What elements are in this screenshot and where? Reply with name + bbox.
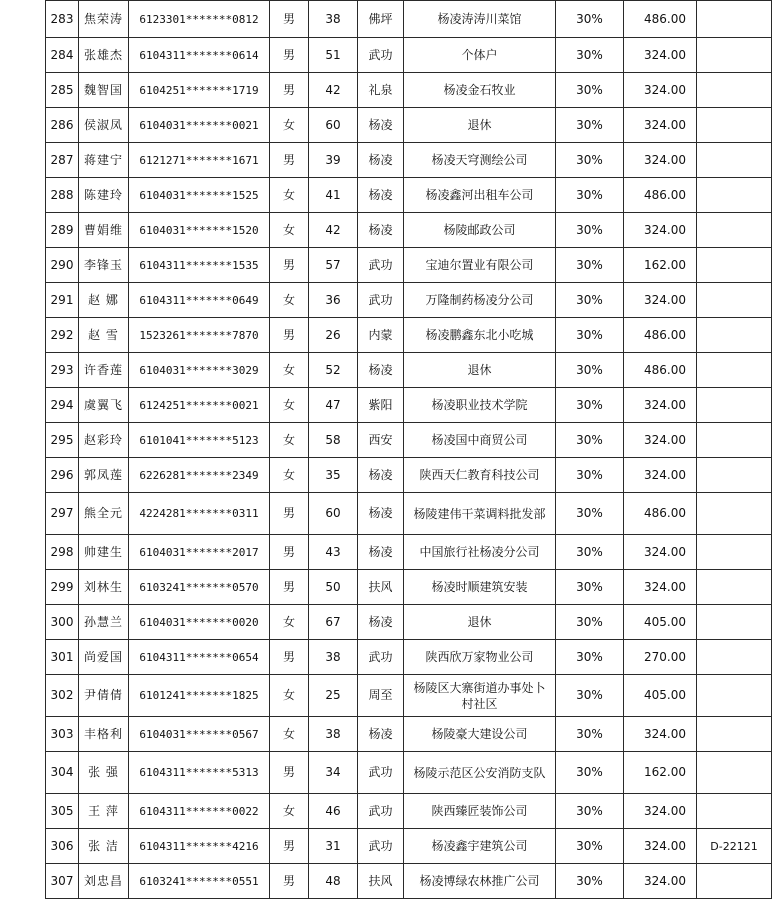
table-row — [46, 318, 772, 353]
note-cell — [697, 248, 772, 283]
table-row — [46, 493, 772, 535]
rate-cell: 30% — [556, 605, 624, 640]
note-cell — [697, 143, 772, 178]
origin-cell: 杨凌 — [358, 108, 404, 143]
age-cell: 26 — [309, 318, 358, 353]
origin-cell: 内蒙 — [358, 318, 404, 353]
age-cell: 34 — [309, 752, 358, 794]
origin-cell: 武功 — [358, 640, 404, 675]
amount-cell: 324.00 — [624, 794, 697, 829]
row-number-cell: 300 — [46, 605, 79, 640]
note-cell — [697, 1, 772, 38]
amount-cell: 486.00 — [624, 178, 697, 213]
note-cell — [697, 423, 772, 458]
rate-cell: 30% — [556, 283, 624, 318]
work-unit-cell: 杨陵示范区公安消防支队 — [404, 752, 556, 794]
table-row — [46, 388, 772, 423]
gender-cell: 男 — [270, 752, 309, 794]
row-number-cell: 305 — [46, 794, 79, 829]
roster-table — [45, 0, 772, 899]
gender-cell: 男 — [270, 143, 309, 178]
gender-cell: 女 — [270, 213, 309, 248]
amount-cell: 486.00 — [624, 353, 697, 388]
name-cell: 尚爱国 — [79, 640, 129, 675]
age-cell: 38 — [309, 717, 358, 752]
age-cell: 42 — [309, 73, 358, 108]
age-cell: 25 — [309, 675, 358, 717]
table-row — [46, 213, 772, 248]
age-cell: 48 — [309, 864, 358, 899]
id-number-cell: 6104031*******1520 — [129, 213, 270, 248]
id-number-cell: 6104311*******0649 — [129, 283, 270, 318]
name-cell: 赵彩玲 — [79, 423, 129, 458]
gender-cell: 男 — [270, 570, 309, 605]
work-unit-cell: 杨凌涛涛川菜馆 — [404, 1, 556, 38]
rate-cell: 30% — [556, 864, 624, 899]
work-unit-cell: 杨凌鹏鑫东北小吃城 — [404, 318, 556, 353]
amount-cell: 324.00 — [624, 38, 697, 73]
origin-cell: 武功 — [358, 38, 404, 73]
name-cell: 丰格利 — [79, 717, 129, 752]
note-cell — [697, 794, 772, 829]
origin-cell: 杨凌 — [358, 717, 404, 752]
rate-cell: 30% — [556, 535, 624, 570]
amount-cell: 324.00 — [624, 717, 697, 752]
note-cell — [697, 675, 772, 717]
age-cell: 67 — [309, 605, 358, 640]
table-row — [46, 248, 772, 283]
table-row — [46, 353, 772, 388]
table-row — [46, 794, 772, 829]
gender-cell: 女 — [270, 794, 309, 829]
rate-cell: 30% — [556, 423, 624, 458]
name-cell: 郭凤莲 — [79, 458, 129, 493]
origin-cell: 杨凌 — [358, 535, 404, 570]
age-cell: 52 — [309, 353, 358, 388]
name-cell: 虞翼飞 — [79, 388, 129, 423]
work-unit-cell: 退休 — [404, 108, 556, 143]
note-cell — [697, 388, 772, 423]
name-cell: 赵 娜 — [79, 283, 129, 318]
name-cell: 魏智国 — [79, 73, 129, 108]
rate-cell: 30% — [556, 458, 624, 493]
work-unit-cell: 中国旅行社杨凌分公司 — [404, 535, 556, 570]
id-number-cell: 4224281*******0311 — [129, 493, 270, 535]
origin-cell: 杨凌 — [358, 178, 404, 213]
gender-cell: 男 — [270, 38, 309, 73]
origin-cell: 武功 — [358, 283, 404, 318]
age-cell: 57 — [309, 248, 358, 283]
table-row — [46, 864, 772, 899]
rate-cell: 30% — [556, 752, 624, 794]
amount-cell: 324.00 — [624, 829, 697, 864]
age-cell: 60 — [309, 493, 358, 535]
origin-cell: 武功 — [358, 752, 404, 794]
origin-cell: 扶风 — [358, 864, 404, 899]
name-cell: 尹倩倩 — [79, 675, 129, 717]
amount-cell: 324.00 — [624, 73, 697, 108]
origin-cell: 杨凌 — [358, 493, 404, 535]
work-unit-cell: 万隆制药杨凌分公司 — [404, 283, 556, 318]
amount-cell: 324.00 — [624, 283, 697, 318]
id-number-cell: 6103241*******0551 — [129, 864, 270, 899]
gender-cell: 女 — [270, 717, 309, 752]
gender-cell: 男 — [270, 248, 309, 283]
name-cell: 焦荣涛 — [79, 1, 129, 38]
gender-cell: 女 — [270, 458, 309, 493]
rate-cell: 30% — [556, 353, 624, 388]
row-number-cell: 295 — [46, 423, 79, 458]
amount-cell: 324.00 — [624, 458, 697, 493]
gender-cell: 男 — [270, 864, 309, 899]
id-number-cell: 6104311*******4216 — [129, 829, 270, 864]
gender-cell: 女 — [270, 388, 309, 423]
row-number-cell: 301 — [46, 640, 79, 675]
work-unit-cell: 杨凌天穹测绘公司 — [404, 143, 556, 178]
amount-cell: 324.00 — [624, 864, 697, 899]
name-cell: 许香莲 — [79, 353, 129, 388]
rate-cell: 30% — [556, 38, 624, 73]
work-unit-cell: 退休 — [404, 605, 556, 640]
row-number-cell: 293 — [46, 353, 79, 388]
note-cell: D-22121 — [697, 829, 772, 864]
id-number-cell: 6121271*******1671 — [129, 143, 270, 178]
origin-cell: 武功 — [358, 829, 404, 864]
name-cell: 张雄杰 — [79, 38, 129, 73]
table-row — [46, 283, 772, 318]
amount-cell: 405.00 — [624, 675, 697, 717]
note-cell — [697, 493, 772, 535]
rate-cell: 30% — [556, 73, 624, 108]
age-cell: 38 — [309, 1, 358, 38]
origin-cell: 周至 — [358, 675, 404, 717]
amount-cell: 324.00 — [624, 535, 697, 570]
row-number-cell: 286 — [46, 108, 79, 143]
age-cell: 41 — [309, 178, 358, 213]
work-unit-cell: 陕西欣万家物业公司 — [404, 640, 556, 675]
id-number-cell: 6103241*******0570 — [129, 570, 270, 605]
row-number-cell: 298 — [46, 535, 79, 570]
table-row — [46, 458, 772, 493]
age-cell: 35 — [309, 458, 358, 493]
name-cell: 王 萍 — [79, 794, 129, 829]
rate-cell: 30% — [556, 108, 624, 143]
work-unit-cell: 杨陵邮政公司 — [404, 213, 556, 248]
rate-cell: 30% — [556, 829, 624, 864]
age-cell: 36 — [309, 283, 358, 318]
rate-cell: 30% — [556, 213, 624, 248]
age-cell: 47 — [309, 388, 358, 423]
note-cell — [697, 353, 772, 388]
id-number-cell: 6104311*******5313 — [129, 752, 270, 794]
id-number-cell: 6104031*******3029 — [129, 353, 270, 388]
note-cell — [697, 73, 772, 108]
origin-cell: 杨凌 — [358, 458, 404, 493]
id-number-cell: 6104311*******0022 — [129, 794, 270, 829]
row-number-cell: 290 — [46, 248, 79, 283]
rate-cell: 30% — [556, 675, 624, 717]
work-unit-cell: 杨凌鑫河出租车公司 — [404, 178, 556, 213]
gender-cell: 男 — [270, 829, 309, 864]
gender-cell: 男 — [270, 535, 309, 570]
id-number-cell: 6104031*******0021 — [129, 108, 270, 143]
age-cell: 38 — [309, 640, 358, 675]
origin-cell: 杨凌 — [358, 143, 404, 178]
id-number-cell: 6104251*******1719 — [129, 73, 270, 108]
age-cell: 60 — [309, 108, 358, 143]
name-cell: 曹娟维 — [79, 213, 129, 248]
note-cell — [697, 752, 772, 794]
gender-cell: 男 — [270, 318, 309, 353]
table-row — [46, 640, 772, 675]
work-unit-cell: 杨凌国中商贸公司 — [404, 423, 556, 458]
work-unit-cell: 退休 — [404, 353, 556, 388]
amount-cell: 486.00 — [624, 318, 697, 353]
table-row — [46, 535, 772, 570]
age-cell: 39 — [309, 143, 358, 178]
name-cell: 刘林生 — [79, 570, 129, 605]
gender-cell: 女 — [270, 675, 309, 717]
name-cell: 蒋建宁 — [79, 143, 129, 178]
row-number-cell: 294 — [46, 388, 79, 423]
rate-cell: 30% — [556, 388, 624, 423]
gender-cell: 女 — [270, 178, 309, 213]
row-number-cell: 306 — [46, 829, 79, 864]
table-row — [46, 675, 772, 717]
origin-cell: 佛坪 — [358, 1, 404, 38]
name-cell: 侯淑凤 — [79, 108, 129, 143]
age-cell: 46 — [309, 794, 358, 829]
rate-cell: 30% — [556, 794, 624, 829]
table-row — [46, 752, 772, 794]
amount-cell: 324.00 — [624, 423, 697, 458]
name-cell: 孙慧兰 — [79, 605, 129, 640]
row-number-cell: 297 — [46, 493, 79, 535]
table-row — [46, 108, 772, 143]
amount-cell: 324.00 — [624, 570, 697, 605]
note-cell — [697, 717, 772, 752]
work-unit-cell: 杨凌鑫宇建筑公司 — [404, 829, 556, 864]
id-number-cell: 6101041*******5123 — [129, 423, 270, 458]
row-number-cell: 289 — [46, 213, 79, 248]
table-row — [46, 570, 772, 605]
amount-cell: 486.00 — [624, 493, 697, 535]
roster-table-body — [46, 1, 772, 899]
note-cell — [697, 570, 772, 605]
row-number-cell: 285 — [46, 73, 79, 108]
work-unit-cell: 宝迪尔置业有限公司 — [404, 248, 556, 283]
row-number-cell: 303 — [46, 717, 79, 752]
age-cell: 51 — [309, 38, 358, 73]
work-unit-cell: 杨凌职业技术学院 — [404, 388, 556, 423]
note-cell — [697, 213, 772, 248]
table-row — [46, 1, 772, 38]
note-cell — [697, 318, 772, 353]
note-cell — [697, 605, 772, 640]
note-cell — [697, 640, 772, 675]
origin-cell: 西安 — [358, 423, 404, 458]
table-row — [46, 143, 772, 178]
name-cell: 张 洁 — [79, 829, 129, 864]
rate-cell: 30% — [556, 570, 624, 605]
amount-cell: 324.00 — [624, 213, 697, 248]
origin-cell: 杨凌 — [358, 353, 404, 388]
amount-cell: 162.00 — [624, 752, 697, 794]
row-number-cell: 296 — [46, 458, 79, 493]
gender-cell: 男 — [270, 493, 309, 535]
gender-cell: 男 — [270, 640, 309, 675]
note-cell — [697, 38, 772, 73]
id-number-cell: 6101241*******1825 — [129, 675, 270, 717]
row-number-cell: 299 — [46, 570, 79, 605]
rate-cell: 30% — [556, 318, 624, 353]
id-number-cell: 1523261*******7870 — [129, 318, 270, 353]
work-unit-cell: 陕西天仁教育科技公司 — [404, 458, 556, 493]
origin-cell: 礼泉 — [358, 73, 404, 108]
row-number-cell: 304 — [46, 752, 79, 794]
work-unit-cell: 杨陵豪大建设公司 — [404, 717, 556, 752]
id-number-cell: 6104031*******0567 — [129, 717, 270, 752]
name-cell: 熊全元 — [79, 493, 129, 535]
name-cell: 刘忠昌 — [79, 864, 129, 899]
name-cell: 陈建玲 — [79, 178, 129, 213]
work-unit-cell: 个体户 — [404, 38, 556, 73]
id-number-cell: 6104311*******0654 — [129, 640, 270, 675]
id-number-cell: 6123301*******0812 — [129, 1, 270, 38]
rate-cell: 30% — [556, 640, 624, 675]
gender-cell: 女 — [270, 423, 309, 458]
amount-cell: 324.00 — [624, 108, 697, 143]
amount-cell: 324.00 — [624, 388, 697, 423]
id-number-cell: 6104031*******0020 — [129, 605, 270, 640]
row-number-cell: 307 — [46, 864, 79, 899]
table-row — [46, 717, 772, 752]
table-row — [46, 178, 772, 213]
row-number-cell: 302 — [46, 675, 79, 717]
work-unit-cell: 杨陵建伟干菜调料批发部 — [404, 493, 556, 535]
gender-cell: 男 — [270, 73, 309, 108]
note-cell — [697, 178, 772, 213]
table-row — [46, 423, 772, 458]
id-number-cell: 6104311*******1535 — [129, 248, 270, 283]
row-number-cell: 292 — [46, 318, 79, 353]
amount-cell: 405.00 — [624, 605, 697, 640]
work-unit-cell: 杨凌金石牧业 — [404, 73, 556, 108]
row-number-cell: 287 — [46, 143, 79, 178]
row-number-cell: 284 — [46, 38, 79, 73]
table-row — [46, 38, 772, 73]
name-cell: 赵 雪 — [79, 318, 129, 353]
rate-cell: 30% — [556, 248, 624, 283]
gender-cell: 女 — [270, 353, 309, 388]
row-number-cell: 288 — [46, 178, 79, 213]
gender-cell: 女 — [270, 605, 309, 640]
work-unit-cell: 陕西臻匠装饰公司 — [404, 794, 556, 829]
table-row — [46, 73, 772, 108]
name-cell: 李锋玉 — [79, 248, 129, 283]
row-number-cell: 291 — [46, 283, 79, 318]
origin-cell: 紫阳 — [358, 388, 404, 423]
note-cell — [697, 864, 772, 899]
rate-cell: 30% — [556, 1, 624, 38]
amount-cell: 270.00 — [624, 640, 697, 675]
id-number-cell: 6104031*******1525 — [129, 178, 270, 213]
amount-cell: 162.00 — [624, 248, 697, 283]
id-number-cell: 6124251*******0021 — [129, 388, 270, 423]
rate-cell: 30% — [556, 178, 624, 213]
rate-cell: 30% — [556, 493, 624, 535]
work-unit-cell: 杨陵区大寨街道办事处卜村社区 — [404, 675, 556, 717]
note-cell — [697, 283, 772, 318]
amount-cell: 324.00 — [624, 143, 697, 178]
table-row — [46, 605, 772, 640]
age-cell: 43 — [309, 535, 358, 570]
id-number-cell: 6226281*******2349 — [129, 458, 270, 493]
amount-cell: 486.00 — [624, 1, 697, 38]
age-cell: 58 — [309, 423, 358, 458]
work-unit-cell: 杨凌时顺建筑安装 — [404, 570, 556, 605]
origin-cell: 武功 — [358, 248, 404, 283]
origin-cell: 武功 — [358, 794, 404, 829]
name-cell: 张 强 — [79, 752, 129, 794]
age-cell: 50 — [309, 570, 358, 605]
table-row — [46, 829, 772, 864]
note-cell — [697, 108, 772, 143]
origin-cell: 杨凌 — [358, 605, 404, 640]
note-cell — [697, 458, 772, 493]
age-cell: 42 — [309, 213, 358, 248]
origin-cell: 扶风 — [358, 570, 404, 605]
origin-cell: 杨凌 — [358, 213, 404, 248]
gender-cell: 男 — [270, 1, 309, 38]
id-number-cell: 6104311*******0614 — [129, 38, 270, 73]
id-number-cell: 6104031*******2017 — [129, 535, 270, 570]
gender-cell: 女 — [270, 283, 309, 318]
row-number-cell: 283 — [46, 1, 79, 38]
age-cell: 31 — [309, 829, 358, 864]
gender-cell: 女 — [270, 108, 309, 143]
work-unit-cell: 杨凌博绿农林推广公司 — [404, 864, 556, 899]
name-cell: 帅建生 — [79, 535, 129, 570]
rate-cell: 30% — [556, 143, 624, 178]
rate-cell: 30% — [556, 717, 624, 752]
note-cell — [697, 535, 772, 570]
